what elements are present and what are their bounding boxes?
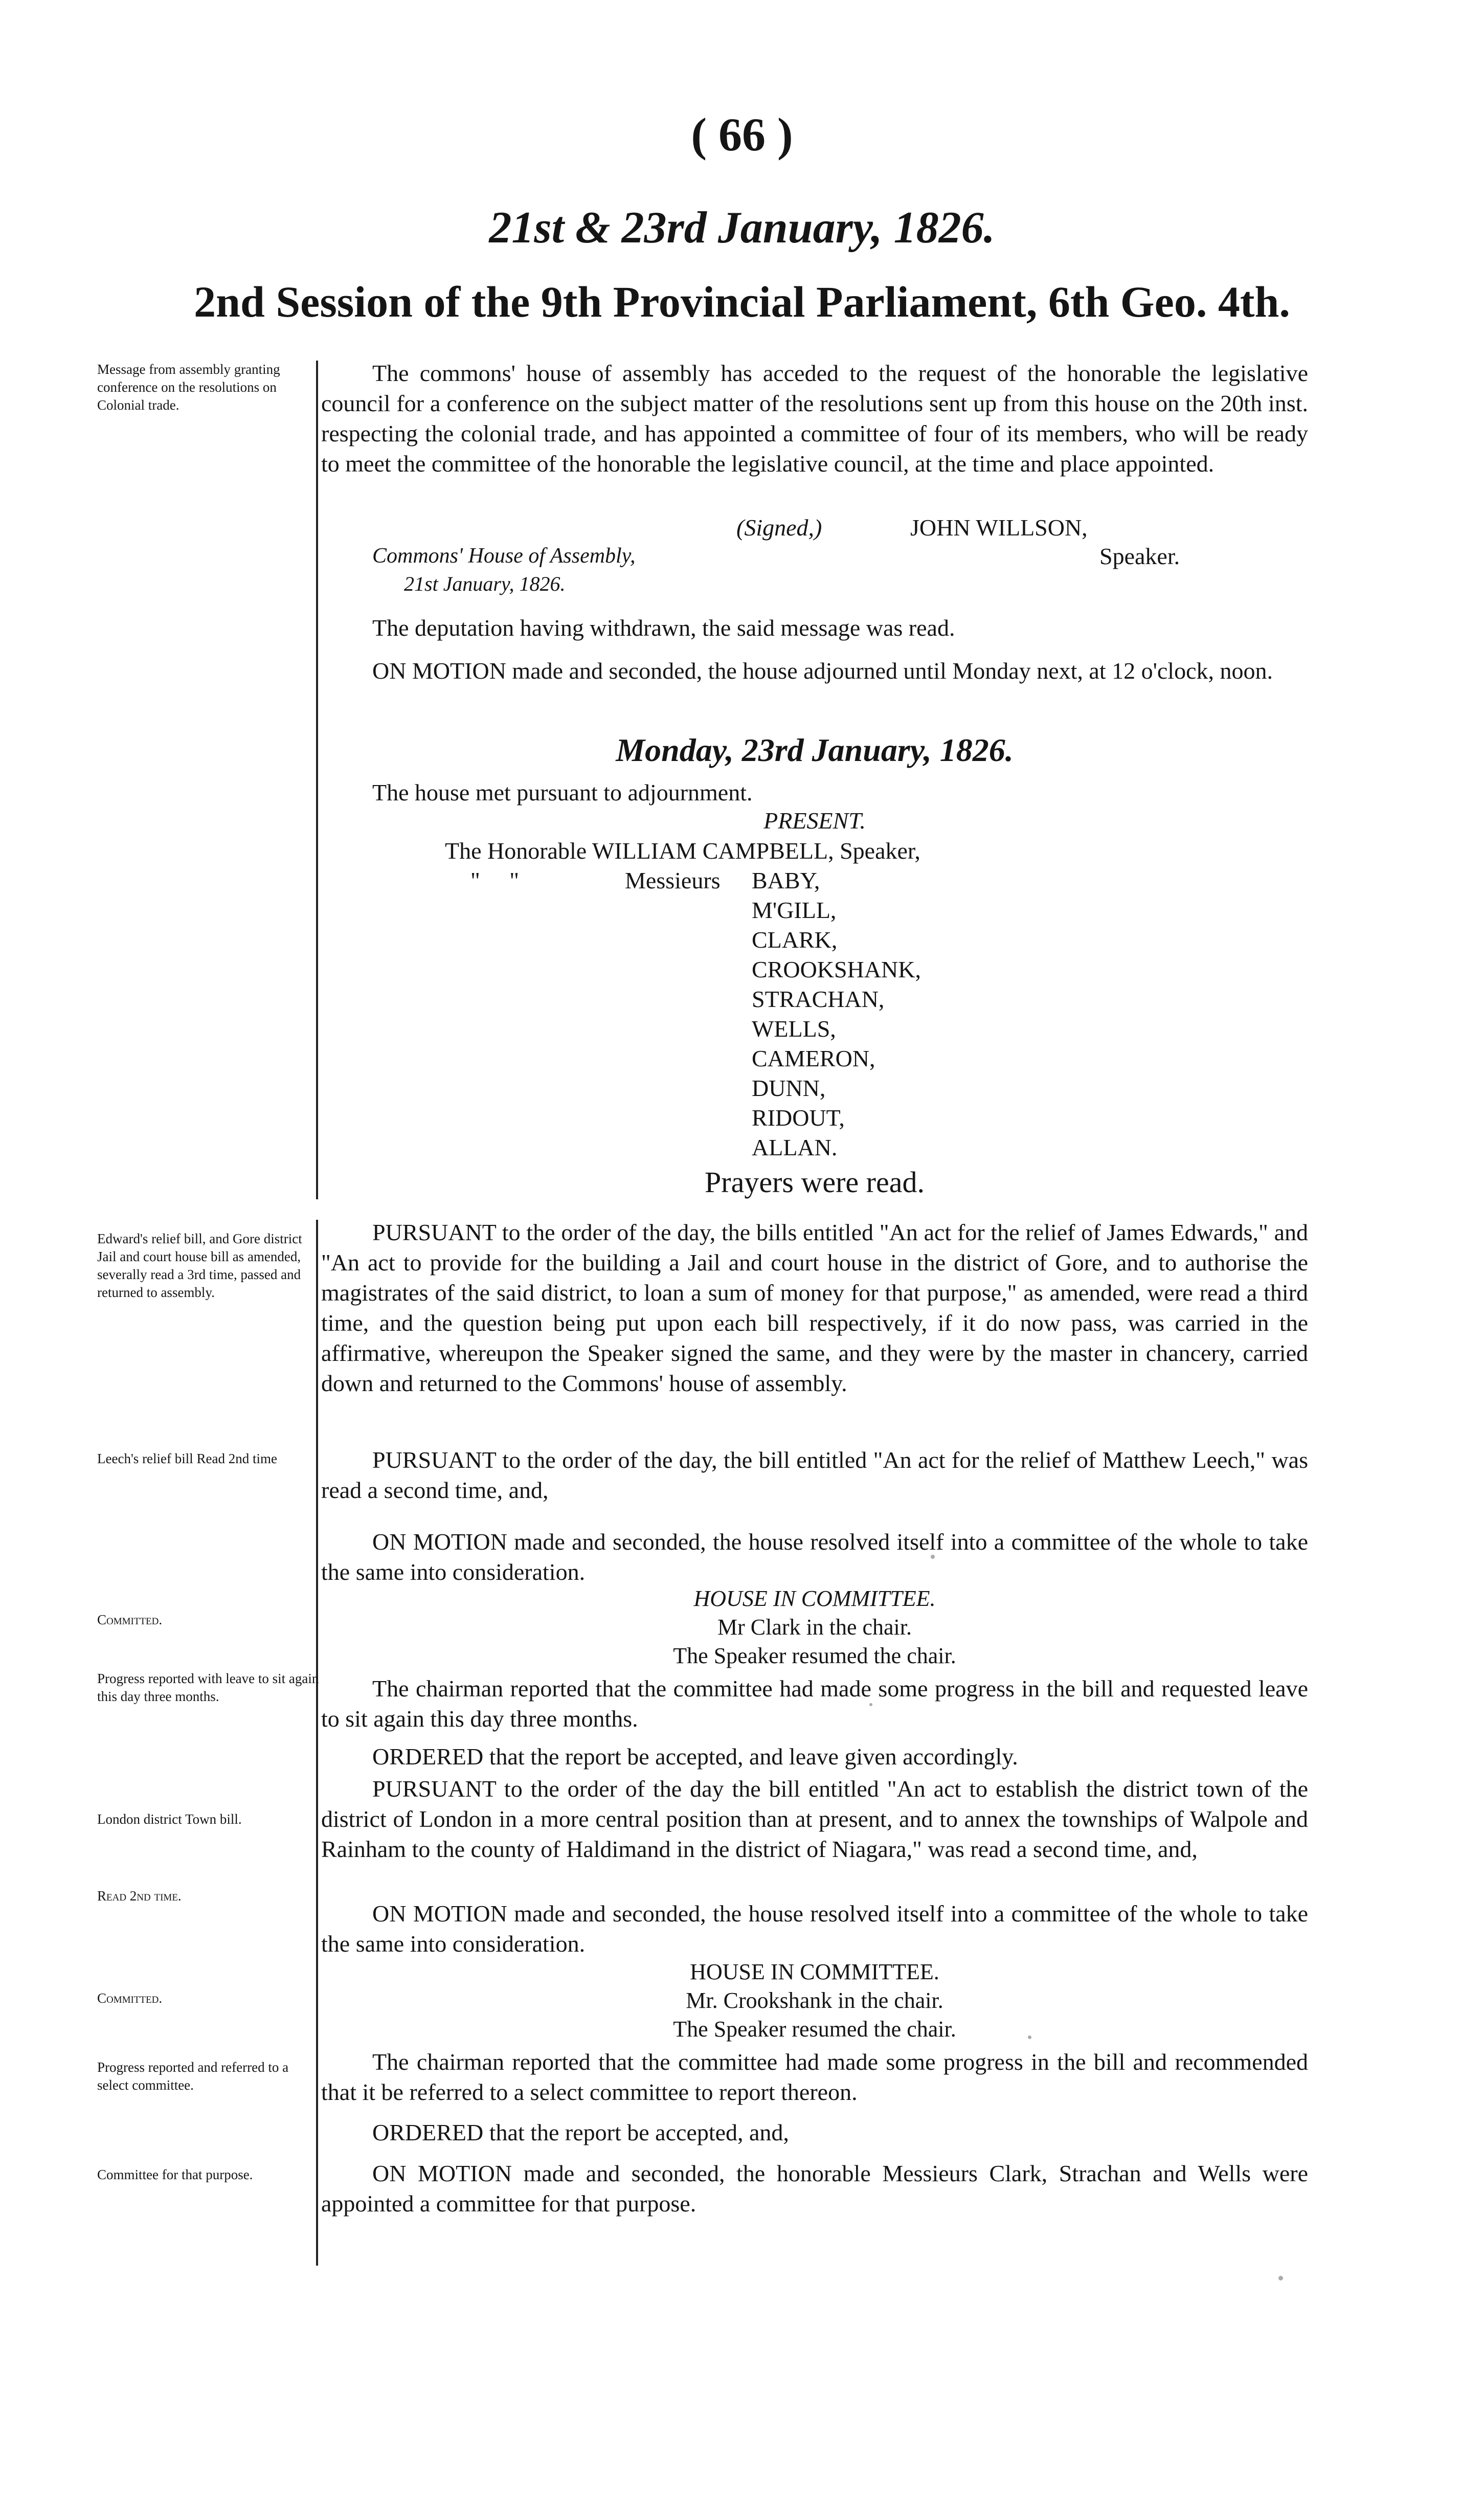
margin-note-edwards-bill: Edward's relief bill, and Gore district Jail and court house bill as amended, severally read a 3rd time, passed and returned to assembly. (97, 1231, 302, 1300)
motion-committee-1: ON MOTION made and seconded, the house resolved itself into a committee of the whole to take the same into consideration. (321, 1529, 1308, 1585)
session-title: 2nd Session of the 9th Provincial Parliament, 6th Geo. 4th. (194, 277, 1290, 326)
committee-2-resumed: The Speaker resumed the chair. (673, 2017, 956, 2042)
committee-1-resumed: The Speaker resumed the chair. (673, 1643, 956, 1668)
house-met: The house met pursuant to adjournment. (372, 779, 753, 806)
margin-note-committed-1: Committed. (97, 1612, 163, 1627)
london-bill-paragraph: PURSUANT to the order of the day the bill entitled "An act to establish the district town of the district of London in a more central position than at present, and to annex the townships of Walpole and Rainham to the county of Haldimand in the district of Niagara," was read a second time, and, (321, 1776, 1308, 1862)
member-name: WELLS, (752, 1016, 836, 1042)
date-title: 21st & 23rd January, 1826. (489, 203, 995, 253)
adjourn-paragraph: ON MOTION made and seconded, the house adjourned until Monday next, at 12 o'clock, noon. (372, 658, 1273, 684)
member-name: CROOKSHANK, (752, 956, 921, 982)
member-name: ALLAN. (752, 1134, 838, 1160)
member-name: RIDOUT, (752, 1105, 845, 1131)
member-name: STRACHAN, (752, 986, 885, 1012)
margin-note-read-2nd: Read 2nd time. (97, 1888, 182, 1904)
print-speck (1278, 2276, 1283, 2280)
signed-label: (Signed,) (736, 514, 822, 541)
select-committee-paragraph: ON MOTION made and seconded, the honorable Messieurs Clark, Strachan and Wells were appointed a committee for that purpose. (321, 2160, 1308, 2217)
messieurs-label: Messieurs (625, 867, 721, 893)
committee-2-chair: Mr. Crookshank in the chair. (686, 1988, 943, 2013)
margin-note-message: Message from assembly granting conference on the resolutions on Colonial trade. (97, 362, 280, 413)
deputation-paragraph: The deputation having withdrawn, the said message was read. (372, 615, 955, 641)
message-origin-date: 21st January, 1826. (404, 572, 566, 595)
committee-2-heading: HOUSE IN COMMITTEE. (690, 1959, 939, 1984)
leech-bill-paragraph: PURSUANT to the order of the day, the bill entitled "An act for the relief of Matthew Leech," was read a second time, and, (321, 1447, 1308, 1503)
ordered-1: ORDERED that the report be accepted, and leave given accordingly. (372, 1743, 1018, 1770)
page-number: ( 66 ) (691, 108, 793, 161)
ordered-2: ORDERED that the report be accepted, and, (372, 2119, 789, 2145)
signer-title: Speaker. (1099, 543, 1180, 569)
print-speck (931, 1555, 935, 1559)
margin-rule-1 (316, 361, 318, 1199)
progress-report-2: The chairman reported that the committee had made some progress in the bill and recommended that it be referred to a select committee to report thereon. (321, 2049, 1308, 2105)
member-name: BABY, (752, 867, 820, 893)
motion-committee-2: ON MOTION made and seconded, the house resolved itself into a committee of the whole to take the same into consideration. (321, 1900, 1308, 1957)
margin-note-committed-2: Committed. (97, 1990, 163, 2006)
member-name: M'GILL, (752, 897, 837, 923)
margin-note-progress-2: Progress reported and referred to a select committee. (97, 2060, 289, 2093)
committee-1-heading: HOUSE IN COMMITTEE. (693, 1586, 936, 1611)
progress-report-1: The chairman reported that the committee had made some progress in the bill and requested leave to sit again this day three months. (321, 1675, 1308, 1732)
speaker-line: The Honorable WILLIAM CAMPBELL, Speaker, (445, 838, 920, 864)
signer-name: JOHN WILLSON, (910, 514, 1088, 541)
print-speck (869, 1703, 872, 1706)
margin-rule-2 (316, 1220, 318, 2266)
present-heading: PRESENT. (763, 808, 866, 834)
member-name: CLARK, (752, 927, 838, 953)
monday-heading: Monday, 23rd January, 1826. (616, 732, 1014, 768)
margin-note-committee-purpose: Committee for that purpose. (97, 2167, 253, 2182)
margin-note-progress-1: Progress reported with leave to sit again this day three months. (97, 1671, 319, 1704)
print-speck (1028, 2035, 1031, 2039)
edwards-gore-bills-paragraph: PURSUANT to the order of the day, the bills entitled "An act for the relief of James Edwards," and "An act to provide for the building a Jail and court house in the district of Gore, and to authorise the magistrates of the said district, to loan a sum of money for that purpose," as amended, were read a third time, and the question being put upon each bill respectively, if it do now pass, was carried in the affirmative, whereupon the Speaker signed the same, and they were by the master in chancery, carried down and returned to the Commons' house of assembly. (321, 1219, 1308, 1396)
margin-note-leech-bill: Leech's relief bill Read 2nd time (97, 1451, 277, 1466)
prayers-heading: Prayers were read. (705, 1166, 925, 1199)
member-name: DUNN, (752, 1075, 826, 1101)
member-name: CAMERON, (752, 1045, 875, 1071)
message-text: The commons' house of assembly has acceded to the request of the honorable the legislative council for a conference on the subject matter of the resolutions sent up from this house on the 20th inst. respecting the colonial trade, and has appointed a committee of four of its members, who will be ready to meet the committee of the honorable the legislative council, at the time and place appointed. (321, 360, 1308, 477)
message-origin: Commons' House of Assembly, (372, 544, 636, 568)
committee-1-chair: Mr Clark in the chair. (717, 1615, 912, 1640)
margin-note-london-bill: London district Town bill. (97, 1811, 242, 1827)
ditto-marks: " " (470, 867, 520, 893)
